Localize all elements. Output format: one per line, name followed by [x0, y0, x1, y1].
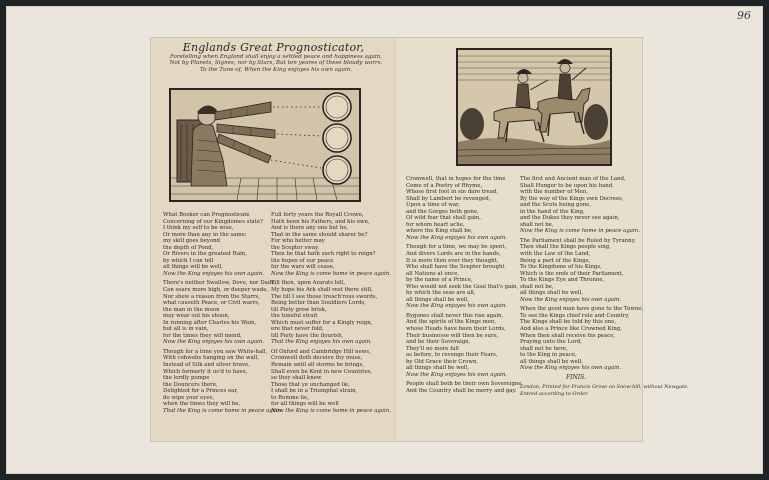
verse-stanza [520, 375, 632, 382]
verse-line: In running after Charles his Wain, [163, 319, 257, 326]
verse-line: by Old Grace their Crown, [406, 358, 479, 365]
verse-stanza [406, 244, 519, 310]
verse-line: shall not be here, [520, 345, 568, 352]
astrologer-telescope-illustration [171, 90, 359, 200]
verse-line: Cromwell, that in hopes for the time [406, 176, 506, 182]
verse-line: the Scepter sway, [271, 244, 320, 251]
verse-line: by which the seas are all, [406, 290, 476, 297]
verse-line: And divers Lords are in the hands, [406, 251, 501, 258]
verse-line: And is there any one but he, [271, 225, 349, 232]
verse-stanza [163, 280, 277, 346]
verse-line: in the hand of the King, [520, 208, 585, 215]
verse-line: what causeth Peace, or Civil warrs, [163, 300, 260, 307]
left-verse-columns [163, 212, 389, 437]
verse-line: To see the Kings chief rule and Country, [520, 312, 630, 319]
verse-line: Now the King is come home in peace again. [520, 228, 640, 235]
verse-stanza [520, 237, 636, 303]
verse-line: When then shall receive his peace, [520, 332, 616, 339]
verse-line: Now the King is come home in peace again. [271, 270, 391, 277]
verse-line: Which formerly it us'd to have, [163, 368, 248, 375]
verse-line: Hath been his Fathers, and his own, [271, 218, 370, 225]
verse-line: Cromwell doth deceive thy muse, [271, 355, 363, 362]
verse-line: My hope his Ark shall rest there still, [271, 287, 373, 294]
verse-line: Then shall the Kings people sing, [520, 244, 611, 251]
verse-line: Now the King enjoyes his own again. [520, 365, 622, 372]
broadside-subtitle [161, 54, 391, 73]
verse-line: That in the same should sharer be? [271, 231, 368, 238]
verse-line: The first and Ancient man of the Land, [520, 176, 626, 182]
right-page [398, 38, 689, 441]
verse-line: Now the King enjoyes his own again. [163, 270, 265, 277]
verse-stanza [406, 381, 524, 394]
verse-line: the hopes of our peace [271, 257, 334, 264]
verse-line: Bygones shall never this rise again, [406, 312, 504, 319]
verse-line: may wear out his shoon, [163, 313, 230, 320]
verse-line: When the good man have gone to the Towne, [520, 306, 644, 313]
verse-line: Delighted for a Princes ear, [163, 388, 239, 395]
verse-line: Or more than any in the same: [163, 231, 247, 238]
verse-line: the Douncers there, [163, 381, 218, 388]
verse-line: Upon a time of war, [406, 202, 460, 209]
verse-line: where the King shall be, [406, 228, 473, 235]
verse-stanza [163, 348, 283, 414]
verse-line: by which I can tell [163, 257, 214, 264]
verse-line: Full forty years the Royall Crown, [271, 212, 364, 218]
verse-line: Of wild fear that shall gain, [406, 215, 481, 222]
verse-line: To the Kingdome of his Kings, [520, 264, 602, 271]
verse-line: shall not be, [520, 283, 554, 290]
verse-line: all things shall be well, [520, 290, 584, 297]
woodcut-astrologer-telescope [169, 88, 361, 202]
archival-mount-board [6, 6, 763, 474]
verse-line: but all is in vain, [163, 326, 209, 333]
verse-line: Can soare more high, or deeper wade, [163, 287, 269, 294]
verse-stanza [520, 306, 644, 372]
verse-line: Instead of Silk and silver brave, [163, 362, 250, 369]
verse-line: all things will be well, [163, 264, 223, 271]
verse-line: They'll no more fall [406, 345, 459, 352]
verse-line: And also a Prince like Crowned King, [520, 326, 622, 333]
broadside-title: Englands Great Prognosticator, [182, 41, 365, 54]
verse-line: all things shall be well, [520, 358, 584, 365]
verse-line: Shall by Lambert be revenged, [406, 195, 491, 202]
verse-line: By the way of the Kings own Decrees, [520, 195, 624, 202]
verse-line: Come of a Poetry of Rhyme, [406, 182, 483, 189]
verse-line: What Booker can Prognosticate [163, 212, 250, 218]
verse-line: Shall Hunger to be upon his hand, [520, 182, 614, 189]
verse-line: And the Country shall be merry and gay. [406, 387, 517, 394]
verse-line: Now the King enjoyes his own again. [520, 296, 622, 303]
verse-line: for whom heart ache, [406, 221, 465, 228]
verse-stanza [163, 212, 265, 277]
verse-line: whose Heads have been their Lords, [406, 326, 506, 333]
verse-line: FINIS. [566, 373, 586, 381]
verse-line: Remain until all storms he brings, [271, 362, 365, 369]
verse-line: with the number of Men, [520, 189, 589, 196]
verse-line: Being better than Souldiers Lords, [271, 300, 366, 307]
verse-stanza [271, 212, 391, 277]
verse-line: Of Oxford and Cambridge Hill news, [271, 348, 371, 355]
verse-column [163, 212, 283, 417]
verse-line: Now the King enjoyes his own again. [406, 303, 508, 310]
verse-line: London, Printed for Francis Grove on Snow-hill, without Newgate. [520, 384, 689, 391]
verse-line: Entred according to Order. [520, 390, 589, 397]
verse-line: Which must suffer for a Kingly reign, [271, 319, 373, 326]
verse-line: That the King enjoyes his own again. [271, 339, 372, 346]
verse-line: all Nations at once, [406, 270, 460, 277]
verse-line: Praying unto the Lord, [520, 339, 583, 346]
verse-line: and the Dukes they never see again, [520, 215, 620, 222]
verse-line: Shall even be Kent in new Countries, [271, 368, 373, 375]
verse-line: Now the King is come home in peace again. [271, 407, 391, 414]
verse-line: The Kings shall be told by this one, [520, 319, 617, 326]
verse-column [520, 176, 689, 401]
verse-line: Their businesse will then be sure, [406, 332, 499, 339]
verse-line: Now the King enjoyes his own again. [163, 339, 265, 346]
verse-line: And the spirits of the Kings men, [406, 319, 497, 326]
subtitle-line: Not by Planets, Signes, nor by Stars, But ten yeares of these bloudy warrs. [169, 60, 383, 67]
verse-line: The Parliament shall be Ruled by Tyranny, [520, 237, 636, 244]
verse-stanza [271, 280, 383, 345]
verse-line: That the King is come home in peace again. [163, 407, 283, 414]
verse-line: all things shall be well, [406, 296, 470, 303]
verse-line: I shall be in a Triumphal strain, [271, 388, 358, 395]
verse-stanza [406, 176, 512, 241]
verse-line: by the name of a Prince, [406, 277, 473, 284]
verse-line: Till then, upon Ararats hill, [271, 280, 346, 287]
subtitle-line: To the Tune of, When the King enjoyes his own again. [199, 66, 353, 73]
verse-line: for the wars will cease, [271, 264, 335, 271]
verse-line: and be their Soveraign, [406, 339, 471, 346]
verse-stanza [406, 313, 512, 378]
verse-line: With cobwebs hanging on the wall, [163, 355, 259, 362]
verse-line: with the Law of the Land, [520, 251, 591, 258]
verse-line: so they shall knew [271, 375, 322, 382]
verse-column [271, 212, 391, 417]
verse-line: To the Kings Eye and Thronne, [520, 277, 605, 284]
verse-line: to the King in peace, [520, 352, 577, 359]
verse-line: Whose first foot in sin dare tread, [406, 189, 499, 196]
verse-line: for all things will be well [271, 401, 339, 408]
verse-line: Being a part of the Kings, [520, 257, 591, 264]
verse-line: There's neither Swallow, Dove, nor Dade, [163, 280, 277, 287]
verse-line: The till I see those treach'rous swords, [271, 293, 378, 300]
verse-line: Who would not seek the Goal that's gain, [406, 283, 519, 290]
verse-line: Those that ye unchanged lie, [271, 381, 350, 388]
folio-number: 96 [737, 9, 751, 22]
verse-line: I think my self to be wise, [163, 225, 234, 232]
verse-line: People shall both be their own Sovereigne, [406, 381, 524, 388]
verse-line: the man in the moon [163, 306, 220, 313]
verse-line: as before, to revenge their Fears, [406, 352, 498, 359]
verse-line: shall not be, [520, 221, 554, 228]
verse-line: till Piety grow brisk, [271, 306, 327, 313]
verse-line: ere that never fold, [271, 326, 324, 333]
left-page [151, 38, 396, 441]
verse-line: Or Rivers in the greatest Rain, [163, 251, 247, 258]
verse-line: and the Gorges both gone, [406, 208, 479, 215]
verse-line: when the times they will be, [163, 401, 241, 408]
verse-line: Though for a time you saw White-hall, [163, 348, 268, 355]
woodcut-horsemen [456, 48, 612, 166]
verse-line: Though for a time, we may be spent, [406, 244, 507, 251]
verse-stanza [271, 348, 391, 414]
verse-line: It is more then ever they thought, [406, 257, 499, 264]
verse-line: Then he that hath such right to reign? [271, 251, 376, 258]
verse-line: to Romme lie, [271, 394, 309, 401]
verse-stanza [520, 384, 689, 397]
verse-line: and the Scots being gone, [520, 202, 592, 209]
right-verse-columns [406, 176, 689, 438]
verse-line: do wipe your eyes, [163, 394, 215, 401]
verse-line: Nor shew a reason from the Starrs, [163, 293, 261, 300]
verse-line: the lordly pompe [163, 375, 210, 382]
verse-line: Which is the ends of their Parliament, [520, 270, 624, 277]
horsemen-illustration [458, 50, 610, 164]
verse-line: the tuneful strait [271, 313, 318, 320]
verse-stanza [520, 176, 640, 235]
verse-line: the depth of Pond, [163, 244, 214, 251]
verse-line: my skill goes beyond [163, 238, 221, 245]
verse-line: all things shall be well, [406, 365, 470, 372]
subtitle-line: Foretelling when England shall enjoy a settled peace and happiness again, [169, 54, 383, 60]
verse-line: Concerning of our Kingdomes state? [163, 218, 263, 225]
verse-line: Who shall have the Scepter brought [406, 264, 505, 271]
verse-line: For who better may [271, 238, 325, 245]
verse-line: for the times they will mend, [163, 332, 242, 339]
broadside-sheet [151, 38, 689, 441]
verse-line: till Piety have the flourish, [271, 332, 344, 339]
verse-line: Now the King enjoyes his own again. [406, 371, 508, 378]
verse-line: Now the King enjoyes his own again. [406, 234, 508, 241]
verse-column [406, 176, 524, 398]
